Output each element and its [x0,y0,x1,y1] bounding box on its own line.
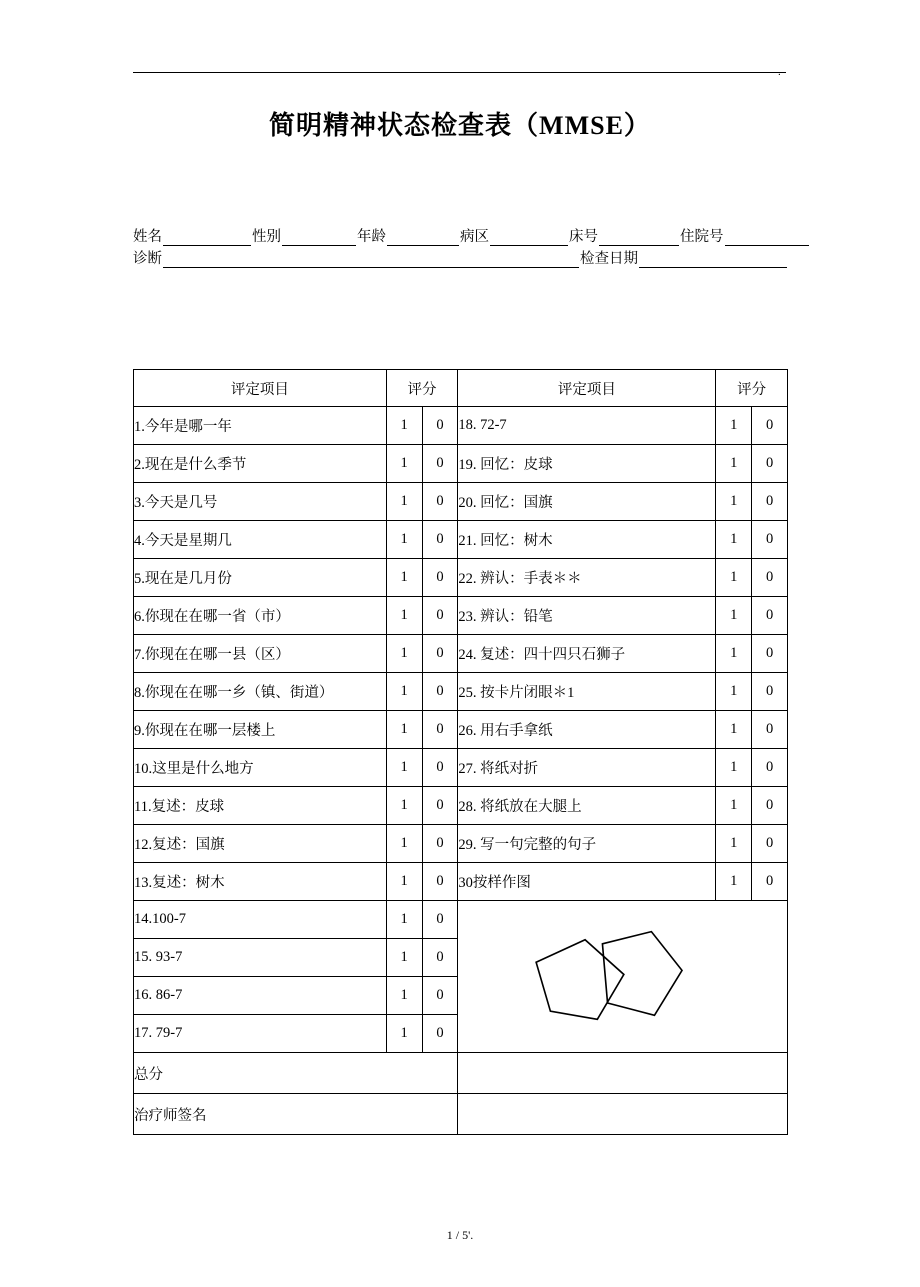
mmse-score-table [133,369,788,1135]
item-left-14: 14.100-7 [134,901,387,939]
item-left-12: 12.复述：国旗 [134,825,387,863]
item-right-24: 24. 复述：四十四只石狮子 [458,635,716,673]
page-title: 简明精神状态检查表（MMSE） [269,111,651,140]
patient-info-line-1 [133,224,788,246]
field-input-ward[interactable] [490,230,568,246]
field-label-ward: 病区 [460,229,489,245]
score-left-14-one[interactable]: 1 [386,901,422,939]
score-left-5-zero[interactable]: 0 [422,559,458,597]
item-right-18: 18. 72-7 [458,407,716,445]
header-rule [133,72,786,73]
score-left-16-zero[interactable]: 0 [422,977,458,1015]
item-left-11: 11.复述：皮球 [134,787,387,825]
field-input-age[interactable] [387,230,459,246]
score-left-10-one[interactable]: 1 [386,749,422,787]
item-left-3: 3.今天是几号 [134,483,387,521]
score-left-4-zero[interactable]: 0 [422,521,458,559]
score-left-17-one[interactable]: 1 [386,1015,422,1053]
header-dot: . [778,66,781,78]
score-left-2-one[interactable]: 1 [386,445,422,483]
header-score-right: 评分 [716,370,788,407]
item-right-30: 30按样作图 [458,863,716,901]
table-row [134,445,788,483]
score-right-28-one[interactable]: 1 [716,787,752,825]
score-left-13-one[interactable]: 1 [386,863,422,901]
patient-info-block [133,224,788,268]
item-left-6: 6.你现在在哪一省（市） [134,597,387,635]
therapist-signature-value[interactable] [458,1094,788,1135]
item-left-2: 2.现在是什么季节 [134,445,387,483]
item-left-7: 7.你现在在哪一县（区） [134,635,387,673]
score-left-12-zero[interactable]: 0 [422,825,458,863]
score-left-9-zero[interactable]: 0 [422,711,458,749]
field-label-gender: 性别 [252,229,281,245]
table-row [134,825,788,863]
score-right-24-zero[interactable]: 0 [752,635,788,673]
item-left-13: 13.复述：树木 [134,863,387,901]
item-left-8: 8.你现在在哪一乡（镇、街道） [134,673,387,711]
therapist-signature-label: 治疗师签名 [134,1094,458,1135]
score-right-30-one[interactable]: 1 [716,863,752,901]
total-score-value[interactable] [458,1053,788,1094]
field-input-name[interactable] [163,230,251,246]
score-left-4-one[interactable]: 1 [386,521,422,559]
item-left-16: 16. 86-7 [134,977,387,1015]
item-right-22: 22. 辨认：手表＊＊ [458,559,716,597]
score-right-23-zero[interactable]: 0 [752,597,788,635]
field-label-bed: 床号 [569,229,598,245]
score-right-26-zero[interactable]: 0 [752,711,788,749]
table-row [134,483,788,521]
table-row [134,901,788,939]
score-left-10-zero[interactable]: 0 [422,749,458,787]
field-input-exam-date[interactable] [639,252,787,268]
score-left-5-one[interactable]: 1 [386,559,422,597]
score-left-12-one[interactable]: 1 [386,825,422,863]
total-score-row [134,1053,788,1094]
intersecting-pentagons-icon [458,901,787,1052]
score-right-27-zero[interactable]: 0 [752,749,788,787]
score-left-3-one[interactable]: 1 [386,483,422,521]
table-row [134,673,788,711]
table-row [134,407,788,445]
table-row [134,559,788,597]
table-row [134,635,788,673]
item-left-4: 4.今天是星期几 [134,521,387,559]
score-left-15-zero[interactable]: 0 [422,939,458,977]
item-left-15: 15. 93-7 [134,939,387,977]
therapist-signature-row [134,1094,788,1135]
field-label-diagnosis: 诊断 [133,251,162,267]
field-input-diagnosis[interactable] [163,252,579,268]
score-left-8-zero[interactable]: 0 [422,673,458,711]
score-right-28-zero[interactable]: 0 [752,787,788,825]
item-left-17: 17. 79-7 [134,1015,387,1053]
score-left-15-one[interactable]: 1 [386,939,422,977]
table-row [134,863,788,901]
score-left-6-zero[interactable]: 0 [422,597,458,635]
score-right-25-zero[interactable]: 0 [752,673,788,711]
header-item-right: 评定项目 [458,370,716,407]
table-row [134,749,788,787]
item-right-29: 29. 写一句完整的句子 [458,825,716,863]
score-left-8-one[interactable]: 1 [386,673,422,711]
score-right-20-one[interactable]: 1 [716,483,752,521]
score-right-22-one[interactable]: 1 [716,559,752,597]
field-label-exam-date: 检查日期 [580,251,638,267]
field-input-bed[interactable] [599,230,679,246]
score-left-17-zero[interactable]: 0 [422,1015,458,1053]
score-right-18-zero[interactable]: 0 [752,407,788,445]
score-left-11-zero[interactable]: 0 [422,787,458,825]
table-row [134,787,788,825]
item-left-10: 10.这里是什么地方 [134,749,387,787]
pentagon-figure [458,901,787,1052]
total-score-label: 总分 [134,1053,458,1094]
score-left-16-one[interactable]: 1 [386,977,422,1015]
score-left-3-zero[interactable]: 0 [422,483,458,521]
score-left-1-one[interactable]: 1 [386,407,422,445]
score-left-7-zero[interactable]: 0 [422,635,458,673]
score-left-7-one[interactable]: 1 [386,635,422,673]
table-header-row [134,370,788,407]
item-left-5: 5.现在是几月份 [134,559,387,597]
table-row [134,597,788,635]
score-right-27-one[interactable]: 1 [716,749,752,787]
item-right-26: 26. 用右手拿纸 [458,711,716,749]
item-left-1: 1.今年是哪一年 [134,407,387,445]
field-label-name: 姓名 [133,229,162,245]
score-right-29-one[interactable]: 1 [716,825,752,863]
page-footer: 1 / 5'. [446,1228,474,1242]
item-right-28: 28. 将纸放在大腿上 [458,787,716,825]
score-right-20-zero[interactable]: 0 [752,483,788,521]
item-left-9: 9.你现在在哪一层楼上 [134,711,387,749]
item-right-21: 21. 回忆：树木 [458,521,716,559]
score-right-26-one[interactable]: 1 [716,711,752,749]
score-right-23-one[interactable]: 1 [716,597,752,635]
score-right-22-zero[interactable]: 0 [752,559,788,597]
score-right-24-one[interactable]: 1 [716,635,752,673]
score-left-11-one[interactable]: 1 [386,787,422,825]
field-input-admission[interactable] [725,230,809,246]
table-row [134,521,788,559]
item-right-27: 27. 将纸对折 [458,749,716,787]
score-right-29-zero[interactable]: 0 [752,825,788,863]
field-input-gender[interactable] [282,230,356,246]
header-score-left: 评分 [386,370,458,407]
table-row [134,711,788,749]
score-left-2-zero[interactable]: 0 [422,445,458,483]
score-right-19-zero[interactable]: 0 [752,445,788,483]
item-right-25: 25. 按卡片闭眼＊1 [458,673,716,711]
item-right-23: 23. 辨认：铅笔 [458,597,716,635]
field-label-admission: 住院号 [680,229,724,245]
score-left-1-zero[interactable]: 0 [422,407,458,445]
header-item-left: 评定项目 [134,370,387,407]
score-right-25-one[interactable]: 1 [716,673,752,711]
item-right-19: 19. 回忆：皮球 [458,445,716,483]
score-right-18-one[interactable]: 1 [716,407,752,445]
field-label-age: 年龄 [357,229,386,245]
score-left-14-zero[interactable]: 0 [422,901,458,939]
score-right-21-one[interactable]: 1 [716,521,752,559]
score-right-21-zero[interactable]: 0 [752,521,788,559]
score-right-30-zero[interactable]: 0 [752,863,788,901]
score-right-19-one[interactable]: 1 [716,445,752,483]
score-left-13-zero[interactable]: 0 [422,863,458,901]
score-left-9-one[interactable]: 1 [386,711,422,749]
pentagon-drawing-cell[interactable] [458,901,788,1053]
item-right-20: 20. 回忆：国旗 [458,483,716,521]
score-left-6-one[interactable]: 1 [386,597,422,635]
patient-info-line-2 [133,246,788,268]
